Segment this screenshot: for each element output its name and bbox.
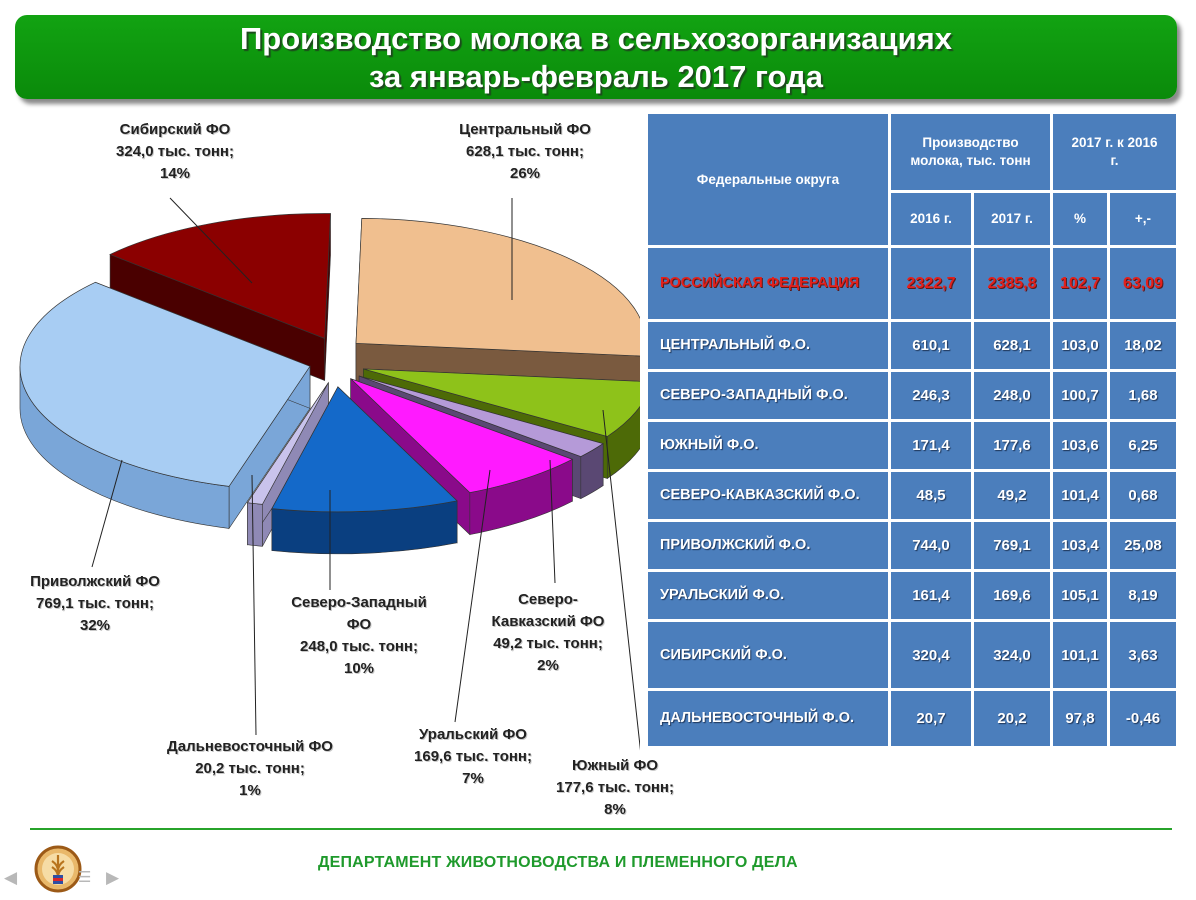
row-2016: 48,5 [891, 472, 971, 519]
label-fareast-value: 20,2 тыс. тонн; [195, 760, 305, 777]
row-name: СЕВЕРО-ЗАПАДНЫЙ Ф.О. [648, 372, 888, 419]
table-row [648, 472, 1176, 519]
row-name: УРАЛЬСКИЙ Ф.О. [648, 572, 888, 619]
row-diff: 63,09 [1110, 248, 1176, 319]
header-diff: +,- [1110, 193, 1176, 245]
label-volga-percent: 32% [79, 617, 111, 634]
label-fareast-name: Дальневосточный ФО [167, 738, 333, 755]
row-name: ЦЕНТРАЛЬНЫЙ Ф.О. [648, 322, 888, 369]
label-volga-value: 769,1 тыс. тонн; [36, 595, 154, 612]
row-name: СИБИРСКИЙ Ф.О. [648, 622, 888, 688]
row-2017: 177,6 [974, 422, 1050, 469]
table-row [648, 248, 1176, 319]
footer-department: ДЕПАРТАМЕНТ ЖИВОТНОВОДСТВА И ПЛЕМЕННОГО ДЕЛА [318, 854, 798, 871]
table-row [648, 322, 1176, 369]
label-south-percent: 8% [604, 801, 626, 818]
title-line-1: Производство молока в сельхозорганизациях [240, 21, 952, 56]
label-central [430, 119, 620, 185]
table-row [648, 572, 1176, 619]
production-table [645, 111, 1179, 749]
header-districts: Федеральные округа [648, 114, 888, 245]
label-south [520, 755, 710, 821]
label-siberian-percent: 14% [159, 165, 191, 182]
label-northwest-percent: 10% [343, 660, 375, 677]
label-fareast-percent: 1% [239, 782, 261, 799]
row-2016: 20,7 [891, 691, 971, 746]
pie-chart [0, 105, 674, 825]
label-volga [0, 571, 190, 637]
row-name: РОССИЙСКАЯ ФЕДЕРАЦИЯ [648, 248, 888, 319]
row-diff: 18,02 [1110, 322, 1176, 369]
label-ncaucasus-percent: 2% [537, 657, 559, 674]
arrow-right-icon[interactable]: ▶ [106, 868, 120, 887]
row-pct: 103,6 [1053, 422, 1107, 469]
label-ncaucasus [458, 589, 638, 677]
row-pct: 103,0 [1053, 322, 1107, 369]
row-2017: 248,0 [974, 372, 1050, 419]
label-ncaucasus-value: 49,2 тыс. тонн; [493, 635, 603, 652]
row-pct: 105,1 [1053, 572, 1107, 619]
row-2016: 744,0 [891, 522, 971, 569]
row-name: СЕВЕРО-КАВКАЗСКИЙ Ф.О. [648, 472, 888, 519]
row-diff: -0,46 [1110, 691, 1176, 746]
label-central-percent: 26% [509, 165, 541, 182]
row-2016: 2322,7 [891, 248, 971, 319]
header-2016: 2016 г. [891, 193, 971, 245]
label-volga-name: Приволжский ФО [30, 573, 160, 590]
label-northwest-name: Северо-Западный [291, 594, 427, 611]
row-diff: 25,08 [1110, 522, 1176, 569]
header-compare: 2017 г. к 2016 г. [1053, 114, 1176, 190]
row-2017: 2385,8 [974, 248, 1050, 319]
label-siberian-value: 324,0 тыс. тонн; [116, 143, 234, 160]
row-pct: 101,1 [1053, 622, 1107, 688]
arrow-left-icon[interactable]: ◀ [4, 868, 18, 887]
label-siberian [80, 119, 270, 185]
label-ural-percent: 7% [462, 770, 484, 787]
table-row [648, 372, 1176, 419]
label-central-name: Центральный ФО [459, 121, 591, 138]
label-siberian-name: Сибирский ФО [119, 121, 231, 138]
row-2016: 610,1 [891, 322, 971, 369]
row-2016: 246,3 [891, 372, 971, 419]
table-row [648, 422, 1176, 469]
row-pct: 97,8 [1053, 691, 1107, 746]
label-fareast [145, 736, 355, 802]
row-diff: 0,68 [1110, 472, 1176, 519]
table-row [648, 622, 1176, 688]
row-pct: 103,4 [1053, 522, 1107, 569]
header-production: Производство молока, тыс. тонн [891, 114, 1050, 190]
row-name: ПРИВОЛЖСКИЙ Ф.О. [648, 522, 888, 569]
row-2017: 628,1 [974, 322, 1050, 369]
wheat-emblem-icon [34, 845, 82, 893]
header-pct: % [1053, 193, 1107, 245]
label-ncaucasus-name: Северо- [518, 591, 578, 608]
row-pct: 102,7 [1053, 248, 1107, 319]
table-row [648, 522, 1176, 569]
label-ncaucasus-name-2: Кавказский ФО [491, 613, 605, 630]
row-2016: 320,4 [891, 622, 971, 688]
label-south-name: Южный ФО [571, 757, 658, 774]
row-pct: 101,4 [1053, 472, 1107, 519]
footer-divider [30, 828, 1172, 830]
row-diff: 1,68 [1110, 372, 1176, 419]
row-2017: 769,1 [974, 522, 1050, 569]
row-name: ЮЖНЫЙ Ф.О. [648, 422, 888, 469]
row-2017: 20,2 [974, 691, 1050, 746]
header-2017: 2017 г. [974, 193, 1050, 245]
label-central-value: 628,1 тыс. тонн; [466, 143, 584, 160]
pie-chart-svg [0, 105, 640, 825]
row-2016: 161,4 [891, 572, 971, 619]
label-northwest [264, 592, 454, 680]
label-ural-name: Уральский ФО [419, 726, 527, 743]
row-pct: 100,7 [1053, 372, 1107, 419]
row-diff: 8,19 [1110, 572, 1176, 619]
row-2017: 324,0 [974, 622, 1050, 688]
page-title [15, 15, 1177, 99]
label-northwest-value: 248,0 тыс. тонн; [300, 638, 418, 655]
label-northwest-name-2: ФО [346, 616, 372, 633]
row-2017: 49,2 [974, 472, 1050, 519]
title-line-2: за январь-февраль 2017 года [369, 59, 823, 94]
row-diff: 6,25 [1110, 422, 1176, 469]
menu-icon[interactable]: ☰ [78, 869, 92, 886]
label-south-value: 177,6 тыс. тонн; [556, 779, 674, 796]
row-name: ДАЛЬНЕВОСТОЧНЫЙ Ф.О. [648, 691, 888, 746]
row-2016: 171,4 [891, 422, 971, 469]
label-ural-value: 169,6 тыс. тонн; [414, 748, 532, 765]
table-row [648, 691, 1176, 746]
row-2017: 169,6 [974, 572, 1050, 619]
row-diff: 3,63 [1110, 622, 1176, 688]
